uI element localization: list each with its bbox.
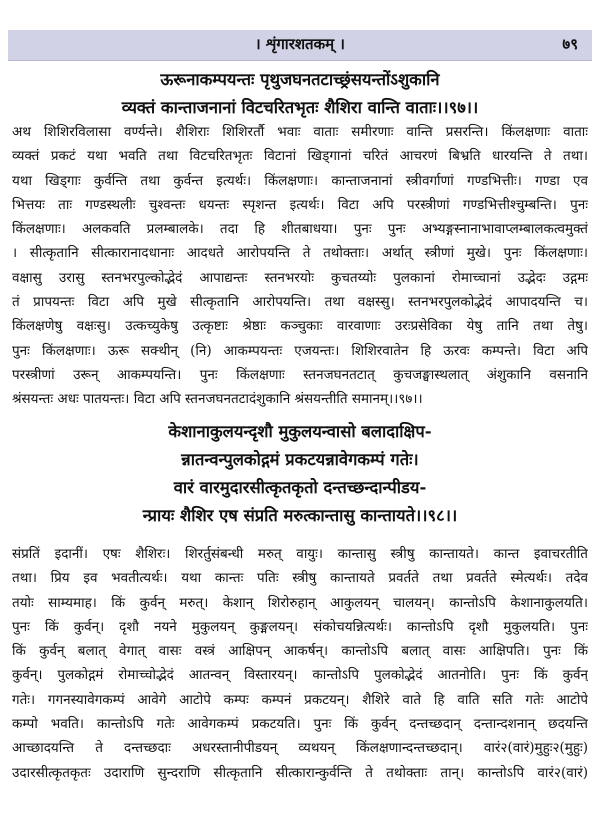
verse-98 xyxy=(10,418,590,530)
commentary-line: । सीत्कृतानि सीत्कारानादधानाः आदधते आरोपयन्ति ते तथोक्ताः। अर्थात् स्त्रीणां मुखे। पुनः किंलक्षणाः। xyxy=(12,245,588,262)
commentary-line: पुनः किं कुर्वन्। दृशौ नयने मुकुलयन् कुङ्मलयन्। संकोचयन्नित्यर्थः। कान्तोऽपि दृशौ मुकुलयति। पुनः xyxy=(12,618,588,635)
commentary-line: वक्षासु उरासु स्तनभरपुल्कोद्भेदं आपाद्यन्तः स्तनभरयोः कुचतय्योः पुलकानां रोमाच्चानां उद्भेदः उद्गमः xyxy=(12,269,588,286)
commentary-line: कुर्वन्। पुलकोद्गमं रोमाच्चोद्भेदं आतन्वन् विस्तारयन्। कान्तोऽपि पुलकोद्भेदं आतनोति। पुनः किं कुर्वन् xyxy=(12,667,588,684)
verse-line: केशानाकुलयन्दृशौ मुकुलयन्वासो बलादाक्षिप- xyxy=(168,422,432,441)
commentary-line: पुनः किंलक्षणाः। ऊरू सक्थीन् (नि) आकम्पयन्तः एजयन्तः। शिशिरवातेन हि ऊरवः कम्पन्ते। विटा अपि xyxy=(12,342,588,359)
page-header xyxy=(8,30,592,61)
commentary-line: श्रंसयन्तः अधः पातयन्तः। विटा अपि स्तनजघनतटादंशुकानि श्रंसयन्तीति समानम्।।९७।। xyxy=(12,391,423,408)
commentary-98 xyxy=(12,542,588,785)
commentary-line: किंलक्षणेषु वक्षःसु। उत्कच्युकेषु उत्कृष्टाः श्रेष्ठाः कञ्चुकाः वारवाणाः उरःप्रसेविका येषु तानि तथा तेषु। xyxy=(12,318,588,335)
commentary-line: भित्तयः ताः गण्डस्थलीः चुश्वन्तः धयन्तः स्पृशन्त इत्यर्थः। विटा अपि परस्त्रीणां गण्डभित्तीश्चुम्बन्ति। पुनः xyxy=(12,196,588,213)
verse-97 xyxy=(10,66,590,122)
commentary-line: उदारसीत्कृतकृतः उदाराणि सुन्दराणि सीत्कृतानि सीत्कारान्कुर्वन्ति ते तथोक्ताः तान्। कान्तोऽपि वारं२(वारं) xyxy=(12,764,588,781)
verse-line: न्नातन्वन्पुलकोद्गमं प्रकटयन्नावेगकम्पं गतेः। xyxy=(181,450,419,469)
commentary-97 xyxy=(12,120,588,412)
page-number: ७९ xyxy=(562,35,578,53)
commentary-line: यथा खिड्गाः कुर्वन्ति तथा कुर्वन्त इत्यर्थः। किंलक्षणाः। कान्ताजनानां स्त्रीवर्गाणां गण्डभित्तीः। गण्डा एव xyxy=(12,172,588,189)
commentary-line: किंलक्षणाः। अलकवति प्रलम्बालके। तदा हि शीतबाधया। पुनः पुनः अभ्यङ्गस्नानाभावाप्लम्बालकत्वमुक्तं xyxy=(12,221,588,238)
commentary-line: संप्रतिं इदानीं। एषः शैशिरः। शिरर्तुसंबन्धी मरुत् वायुः। कान्तासु स्त्रीषु कान्तायते। कान्त इवाचरतीति xyxy=(12,546,588,562)
commentary-line: अथ शिशिरविलासा वर्ण्यन्ते। शैशिराः शिशिरर्तौ भवाः वाताः समीरणाः वान्ति प्रसरन्ति। किंलक्षणाः वाताः xyxy=(12,124,588,140)
commentary-line: किं कुर्वन् बलात् वेगात् वासः वस्त्रं आक्षिपन् आकर्षन्। कान्तोऽपि बलात् वासः आक्षिपति। पुनः किं xyxy=(12,643,588,660)
commentary-line: तथा। प्रिय इव भवतीत्यर्थः। यथा कान्तः पतिः स्त्रीषु कान्तायते प्रवर्तते तथा प्रवर्तते स्मेत्यर्थः। तदेव xyxy=(12,570,588,587)
verse-line: वारं वारमुदारसीत्कृतकृतो दन्तच्छन्दान्पीडय- xyxy=(173,478,427,497)
commentary-line: व्यक्तं प्रकटं यथा भवति तथा विटचरितभृतः विटानां खिड्गानां चरितं आचरणं बिभ्रति धारयन्ति ते तथा। xyxy=(12,148,588,165)
verse-line: व्यक्तं कान्ताजनानां विटचरितभृतः शैशिरा वान्ति वाताः।।९७।। xyxy=(121,98,479,117)
commentary-line: आच्छादयन्ति ते दन्तच्छदाः अधरस्तानीपीडयन् व्यथयन् किंलक्षणान्दन्तच्छदान्। वारं२(वारं)मुहुः२(मुहुः) xyxy=(12,740,588,757)
commentary-line: तं प्रापयन्तः विटा अपि मुखे सीत्कृतानि आरोपयन्ति। तथा वक्षस्सु। स्तनभरपुलकोद्भेदं आपादयन्ति च। xyxy=(12,294,588,311)
commentary-line: गतेः। गगनस्यावेगकम्पं आवेगे आटोपे कम्पः कम्पनं प्रकटयन्। शैशिरे वाते हि वाति सति गतेः आटोपे xyxy=(12,691,588,708)
commentary-line: परस्त्रीणां उरून् आकम्पयन्ति। पुनः किंलक्षणाः स्तनजघनतटात् कुचजङ्घास्थलात् अंशुकानि वसनानि xyxy=(12,366,588,383)
verse-line: न्प्रायः शैशिर एष संप्रति मरुत्कान्तासु कान्तायते।।९८।। xyxy=(142,506,458,525)
header-title: । शृंगारशतकम् । xyxy=(255,35,345,53)
commentary-line: तयोः साम्यमाह। किं कुर्वन् मरुत्। केशान् शिरोरुहान् आकुलयन् चालयन्। कान्तोऽपि केशानाकुलयति। xyxy=(12,594,588,611)
verse-line: ऊरूनाकम्पयन्तः पृथुजघनतटाच्छ्रंसयन्तोंऽशुकानि xyxy=(160,70,440,89)
commentary-line: कम्पो भवति। कान्तोऽपि गतेः आवेगकम्पं प्रकटयति। पुनः किं कुर्वन् दन्तच्छदान् दन्तान्दशनान् छदयन्ति xyxy=(12,716,588,733)
